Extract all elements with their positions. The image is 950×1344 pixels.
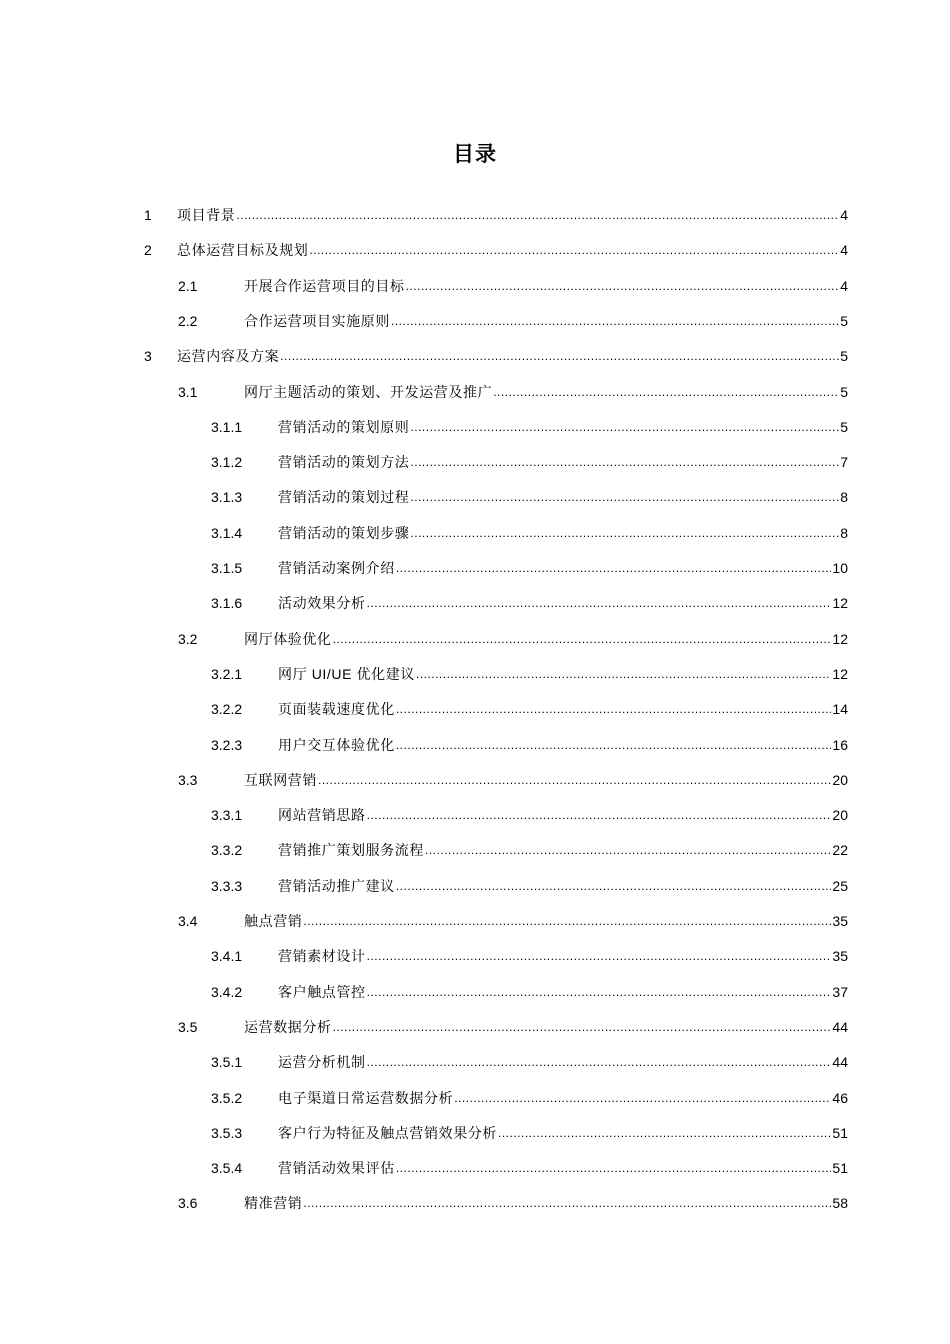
toc-entry-page-number: 10 xyxy=(832,560,848,576)
toc-entry[interactable] xyxy=(211,694,848,718)
toc-entry[interactable] xyxy=(211,1083,848,1107)
toc-entry-label: 网厅体验优化 xyxy=(244,630,332,647)
toc-dot-leader xyxy=(333,1018,832,1036)
toc-entry-number: 3.1.6 xyxy=(211,595,243,612)
toc-entry-number: 3.1.5 xyxy=(211,560,243,576)
toc-entry-label: 营销活动的策划步骤 xyxy=(278,524,410,541)
toc-entry-page-number: 4 xyxy=(840,242,848,259)
toc-entry-label: 页面装载速度优化 xyxy=(278,701,395,718)
toc-entry[interactable] xyxy=(144,341,848,365)
toc-dot-leader xyxy=(367,594,832,612)
toc-dot-leader xyxy=(396,877,832,895)
toc-dot-leader xyxy=(309,241,839,259)
toc-entry-label: 网厅主题活动的策划、开发运营及推广 xyxy=(244,383,493,400)
toc-entry-page-number: 44 xyxy=(832,1054,848,1071)
toc-dot-leader xyxy=(410,524,839,542)
toc-entry[interactable] xyxy=(144,235,848,259)
toc-entry-number: 3.5 xyxy=(178,1018,198,1035)
toc-entry[interactable] xyxy=(211,1118,848,1142)
toc-entry-number: 3.4.1 xyxy=(211,948,243,965)
toc-entry-number: 3.5.4 xyxy=(211,1160,243,1177)
toc-entry-number: 3.1 xyxy=(178,383,198,400)
toc-entry-label: 用户交互体验优化 xyxy=(278,736,395,753)
toc-entry-page-number: 58 xyxy=(832,1195,848,1212)
toc-entry[interactable] xyxy=(211,835,848,859)
toc-entry-page-number: 8 xyxy=(840,524,848,541)
toc-entry-number: 3.5.3 xyxy=(211,1124,243,1141)
toc-entry[interactable] xyxy=(178,306,848,330)
toc-entry-label: 运营数据分析 xyxy=(244,1018,332,1035)
toc-entry-page-number: 20 xyxy=(832,771,848,788)
toc-dot-leader xyxy=(425,841,831,859)
toc-entry-label: 营销活动的策划原则 xyxy=(278,418,410,435)
toc-entry-number: 3.2.2 xyxy=(211,701,243,718)
toc-entry[interactable] xyxy=(178,1012,848,1036)
toc-entry-label: 营销活动推广建议 xyxy=(278,877,395,894)
toc-entry-label: 合作运营项目实施原则 xyxy=(244,312,390,329)
toc-entry-page-number: 46 xyxy=(832,1089,848,1106)
toc-entry-number: 3.5.1 xyxy=(211,1054,243,1071)
toc-entry-label: 网厅 UI/UE 优化建议 xyxy=(278,665,415,682)
toc-entry-number: 3.1.3 xyxy=(211,489,243,506)
toc-entry-page-number: 20 xyxy=(832,807,848,824)
toc-dot-leader xyxy=(396,559,832,577)
toc-entry-number: 3.3.2 xyxy=(211,842,243,859)
toc-entry[interactable] xyxy=(211,1047,848,1071)
toc-entry[interactable] xyxy=(211,977,848,1001)
toc-entry-label: 总体运营目标及规划 xyxy=(177,242,309,259)
toc-entry[interactable] xyxy=(178,765,848,789)
toc-entry-page-number: 14 xyxy=(832,701,848,718)
toc-entry-number: 3.4.2 xyxy=(211,983,243,1000)
toc-entry[interactable] xyxy=(211,518,848,542)
toc-entry[interactable] xyxy=(144,200,848,224)
toc-entry-number: 3.1.4 xyxy=(211,524,243,541)
toc-entry-page-number: 5 xyxy=(840,348,848,365)
toc-entry-page-number: 44 xyxy=(832,1018,848,1035)
toc-entry-number: 3.3 xyxy=(178,771,198,788)
toc-entry[interactable] xyxy=(211,1153,848,1177)
toc-dot-leader xyxy=(318,771,831,789)
toc-dot-leader xyxy=(498,1124,831,1142)
toc-entry[interactable] xyxy=(211,941,848,965)
toc-entry-page-number: 35 xyxy=(832,913,848,929)
toc-entry[interactable] xyxy=(178,906,848,930)
toc-entry-page-number: 5 xyxy=(840,312,848,329)
toc-entry-label: 客户行为特征及触点营销效果分析 xyxy=(278,1124,497,1141)
toc-dot-leader xyxy=(454,1089,831,1107)
toc-entry[interactable] xyxy=(211,553,848,577)
toc-entry[interactable] xyxy=(178,271,848,295)
toc-dot-leader xyxy=(333,630,832,648)
toc-dot-leader xyxy=(396,700,832,718)
toc-entry-page-number: 8 xyxy=(840,489,848,506)
toc-dot-leader xyxy=(280,347,839,365)
toc-entry[interactable] xyxy=(178,624,848,648)
toc-entry-label: 客户触点管控 xyxy=(278,983,366,1000)
toc-entry-label: 触点营销 xyxy=(244,913,303,929)
toc-entry[interactable] xyxy=(178,1188,848,1212)
toc-entry[interactable] xyxy=(178,377,848,401)
toc-entry[interactable] xyxy=(211,730,848,754)
toc-dot-leader xyxy=(493,383,839,401)
toc-entry-label: 营销活动的策划过程 xyxy=(278,489,410,506)
toc-entry-number: 3.1.1 xyxy=(211,418,243,435)
toc-title: 目录 xyxy=(453,143,497,166)
toc-entry-number: 2.2 xyxy=(178,312,198,329)
toc-entry-page-number: 12 xyxy=(832,630,848,647)
toc-entry-number: 3.6 xyxy=(178,1195,198,1212)
toc-entry-label: 活动效果分析 xyxy=(278,595,366,612)
toc-entry-number: 1 xyxy=(144,207,152,223)
toc-entry-number: 3.3.3 xyxy=(211,877,243,894)
toc-entry-page-number: 12 xyxy=(832,665,848,682)
toc-entry-number: 3.2.3 xyxy=(211,736,243,753)
toc-entry-number: 3.2.1 xyxy=(211,665,243,682)
toc-dot-leader xyxy=(410,453,839,471)
toc-entry-label: 营销素材设计 xyxy=(278,948,366,965)
toc-dot-leader xyxy=(406,277,840,295)
toc-entry-label: 运营内容及方案 xyxy=(177,348,280,365)
toc-entry-page-number: 4 xyxy=(840,277,848,294)
toc-dot-leader xyxy=(303,912,831,930)
toc-entry-number: 3.2 xyxy=(178,630,198,647)
toc-dot-leader xyxy=(396,1159,832,1177)
toc-entry-page-number: 25 xyxy=(832,877,848,894)
toc-entry-page-number: 7 xyxy=(840,454,848,471)
toc-entry-page-number: 35 xyxy=(832,948,848,965)
toc-entry-page-number: 12 xyxy=(832,595,848,612)
toc-entry-number: 3.1.2 xyxy=(211,454,243,471)
toc-dot-leader xyxy=(367,806,832,824)
toc-dot-leader xyxy=(367,983,832,1001)
toc-entry-label: 运营分析机制 xyxy=(278,1054,366,1071)
toc-entry-number: 3 xyxy=(144,348,152,365)
toc-entry-page-number: 51 xyxy=(832,1124,848,1141)
toc-entry-label: 电子渠道日常运营数据分析 xyxy=(278,1089,454,1106)
toc-entry-page-number: 22 xyxy=(832,842,848,859)
toc-entry-label: 开展合作运营项目的目标 xyxy=(244,277,405,294)
toc-entry[interactable] xyxy=(211,412,848,436)
toc-entry-label: 网站营销思路 xyxy=(278,807,366,824)
toc-entry-page-number: 5 xyxy=(840,418,848,435)
toc-entry[interactable] xyxy=(211,871,848,895)
toc-entry-page-number: 5 xyxy=(840,383,848,400)
toc-entry-label: 营销推广策划服务流程 xyxy=(278,842,424,859)
toc-entry-number: 3.4 xyxy=(178,913,198,929)
toc-entry-label: 互联网营销 xyxy=(244,771,317,788)
toc-entry[interactable] xyxy=(211,482,848,506)
toc-dot-leader xyxy=(367,947,832,965)
toc-entry[interactable] xyxy=(211,447,848,471)
toc-entry[interactable] xyxy=(211,800,848,824)
toc-entry-label: 营销活动的策划方法 xyxy=(278,454,410,471)
toc-dot-leader xyxy=(410,488,839,506)
toc-dot-leader xyxy=(410,418,839,436)
toc-dot-leader xyxy=(236,206,839,224)
toc-dot-leader xyxy=(303,1194,831,1212)
toc-entry-page-number: 37 xyxy=(832,983,848,1000)
toc-dot-leader xyxy=(391,312,839,330)
toc-entry-number: 2 xyxy=(144,242,152,259)
toc-entry-number: 3.5.2 xyxy=(211,1089,243,1106)
toc-entry-number: 2.1 xyxy=(178,277,198,294)
toc-entry-number: 3.3.1 xyxy=(211,807,243,824)
toc-dot-leader xyxy=(396,736,832,754)
toc-entry-label: 营销活动效果评估 xyxy=(278,1160,395,1177)
toc-dot-leader xyxy=(367,1053,832,1071)
toc-entry-label: 营销活动案例介绍 xyxy=(278,560,395,576)
toc-entry-label: 精准营销 xyxy=(244,1195,303,1212)
toc-entry-page-number: 16 xyxy=(832,736,848,753)
toc-entry[interactable] xyxy=(211,588,848,612)
toc-entry-page-number: 51 xyxy=(832,1160,848,1177)
toc-entry-page-number: 4 xyxy=(840,207,848,223)
toc-dot-leader xyxy=(416,665,832,683)
toc-entry-label: 项目背景 xyxy=(177,207,236,223)
toc-entry[interactable] xyxy=(211,659,848,683)
